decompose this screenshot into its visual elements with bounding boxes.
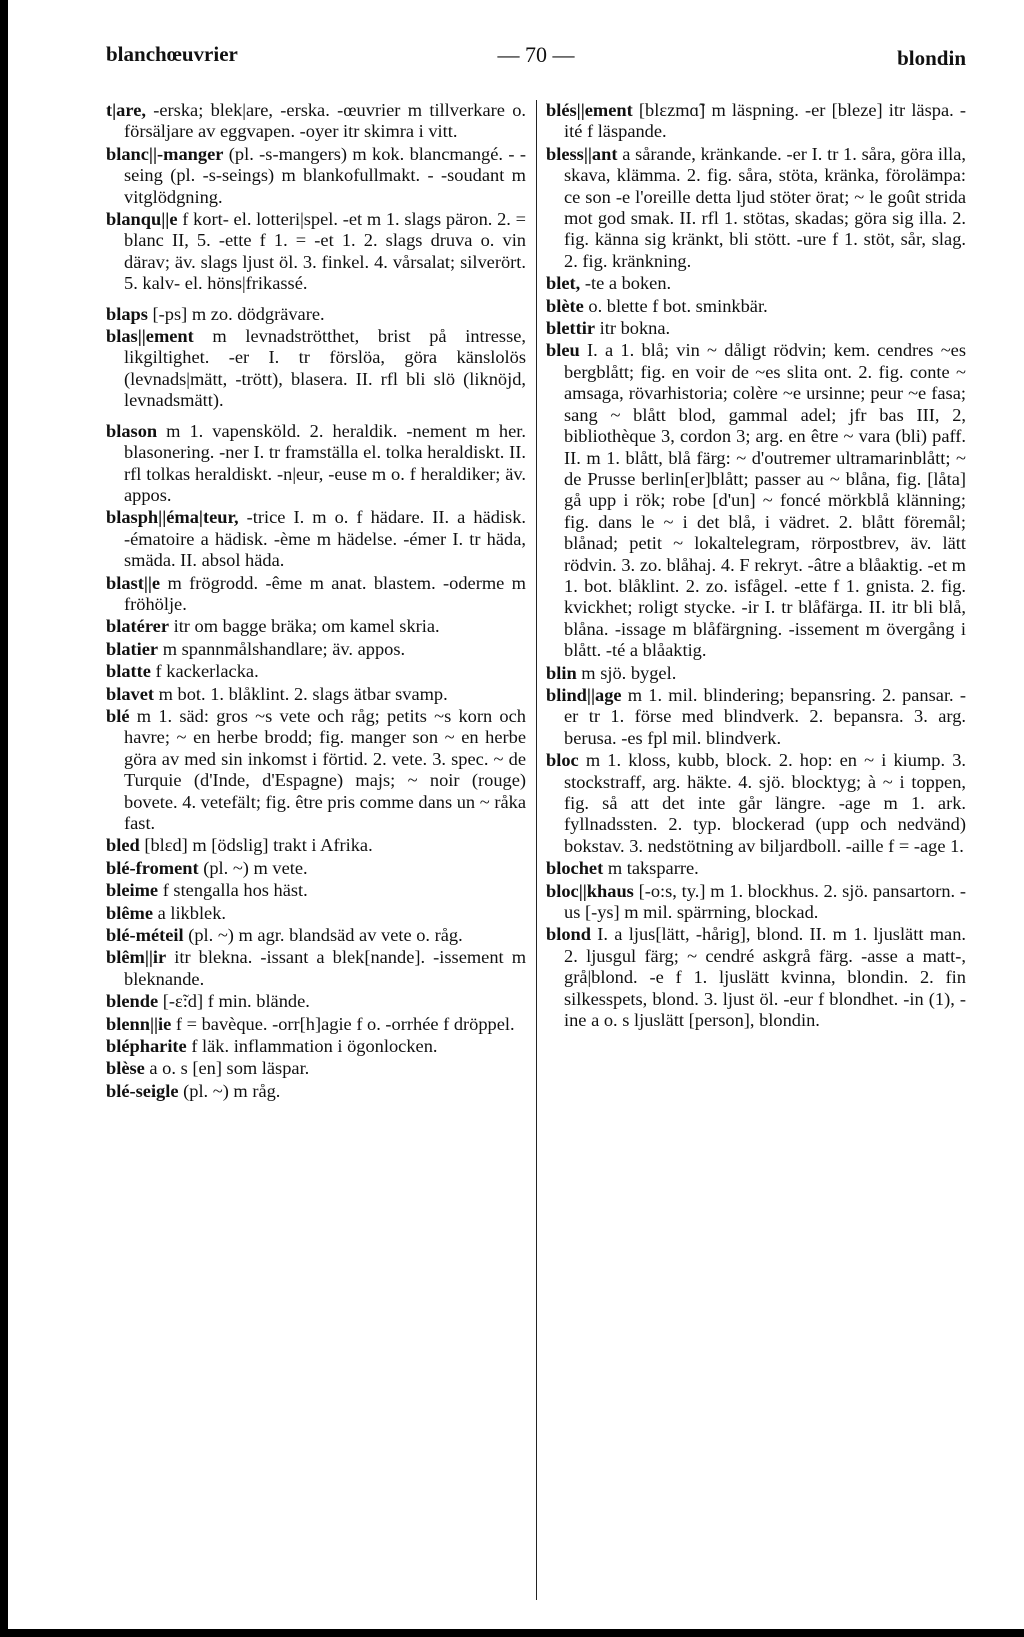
dictionary-entry bbox=[106, 421, 526, 507]
entry-definition: I. a ljus[lätt, -hårig], blond. II. m 1. ljuslätt man. 2. ljusgul färg; ~ cendré askgrå färg. -asse a matt-, grå|blond. -e f 1. ljuslätt kvinna, blondin. 2. fin silkesspets, blond. 3. ljust öl. -eur f blondhet. -in (1), -ine a o. s ljuslätt [person], blondin. bbox=[564, 924, 966, 1031]
entry-definition: m frögrodd. -ême m anat. blastem. -oderme m fröhölje. bbox=[124, 572, 526, 614]
entry-headword: blé-seigle bbox=[106, 1080, 179, 1101]
entry-headword: blé-méteil bbox=[106, 925, 184, 946]
entry-headword: blason bbox=[106, 420, 158, 441]
scan-edge-bottom bbox=[0, 1629, 1024, 1637]
dictionary-entry bbox=[546, 100, 966, 143]
entry-headword: blast||e bbox=[106, 572, 161, 593]
entry-definition: m 1. vapensköld. 2. heraldik. -nement m her. blasonering. -ner I. tr framställa el. tolka heraldiskt. II. rfl tolkas heraldiskt. -n|eur, -euse m o. f heraldiker; äv. appos. bbox=[124, 420, 526, 505]
dictionary-entry bbox=[106, 639, 526, 660]
dictionary-entry bbox=[546, 296, 966, 317]
header-first-word: blanchœuvrier bbox=[106, 42, 238, 66]
entry-headword: t|are, bbox=[106, 100, 146, 120]
dictionary-entry bbox=[106, 991, 526, 1012]
entry-definition: m bot. 1. blåklint. 2. slags ätbar svamp. bbox=[154, 683, 448, 704]
dictionary-entry bbox=[106, 100, 526, 143]
entry-headword: blés||ement bbox=[546, 100, 633, 120]
entry-definition: f stengalla hos häst. bbox=[158, 880, 308, 901]
entry-definition: [-o:s, ty.] m 1. blockhus. 2. sjö. pansartorn. -us [-ys] m mil. spärrning, blockad. bbox=[564, 880, 966, 923]
entry-definition: (pl. ~) m vete. bbox=[198, 857, 308, 878]
dictionary-entry bbox=[106, 616, 526, 637]
entry-definition: [blɛd] m [ödslig] trakt i Afrika. bbox=[139, 835, 373, 856]
page-header bbox=[106, 42, 966, 78]
entry-definition: I. a 1. blå; vin ~ dåligt rödvin; kem. cendres ~es bergblått; fig. en voir de ~es slita ont. 2. fig. conte ~ amsaga, rövarhistoria; colère ~e ursinne; peur ~e fasa; sang ~ blått blod, gammal adel; jfr bas III, 2, bibliothèque 3, cordon 3; arg. en être ~ vara (bli) paff. II. m 1. blått, blå färg: ~ d'outremer ultramarinblått; ~ de Prusse berlin[er]blått; passer au ~ blåna, fig. [låta] gå upp i rök; robe [d'un] ~ foncé mörkblå klänning; fig. dans le ~ i det blå, i vädret. 2. blått föremål; blånad; petit ~ lokaltelegram, rörpostbrev, äv. lätt rödvin. 3. zo. blåhaj. 4. F rekryt. -âtre a blåaktig. -et m 1. bot. blåklint. 2. zo. isfågel. -ette f 1. gnista. 2. fig. kvickhet; roligt stycke. -ir I. tr blåfärga. II. itr bli blå, blåna. -issage m blåfärgning. -issement m övergång i blått. -té a blåaktig. bbox=[564, 340, 966, 661]
dictionary-entry bbox=[106, 706, 526, 834]
entry-headword: blatte bbox=[106, 661, 151, 682]
left-column bbox=[106, 100, 526, 1103]
entry-headword: blatérer bbox=[106, 616, 169, 637]
entry-definition: [-ps] m zo. dödgrävare. bbox=[147, 303, 325, 324]
entry-definition: a o. s [en] som läspar. bbox=[144, 1058, 310, 1079]
entry-definition: itr bokna. bbox=[595, 318, 671, 339]
dictionary-entry bbox=[546, 881, 966, 924]
dictionary-entry bbox=[106, 507, 526, 571]
entry-headword: bless||ant bbox=[546, 143, 618, 164]
dictionary-entry bbox=[106, 1014, 526, 1035]
entry-headword: blochet bbox=[546, 858, 604, 879]
entry-definition: [-ɛ̃:d] f min. blände. bbox=[158, 991, 310, 1012]
entry-definition: [blɛzmɑ̃] m läspning. -er [bleze] itr läspa. -ité f läspande. bbox=[564, 100, 966, 142]
dictionary-entry bbox=[106, 1036, 526, 1057]
entry-headword: bled bbox=[106, 835, 140, 856]
dictionary-entry bbox=[546, 663, 966, 684]
entry-headword: blet, bbox=[546, 273, 581, 294]
entry-headword: blavet bbox=[106, 683, 155, 704]
entry-definition: m spannmålshandlare; äv. appos. bbox=[158, 638, 406, 659]
entry-headword: bleime bbox=[106, 880, 159, 901]
dictionary-entry bbox=[106, 947, 526, 990]
dictionary-entry bbox=[546, 924, 966, 1031]
entry-definition: f läk. inflammation i ögonlocken. bbox=[186, 1036, 438, 1057]
entry-definition: m sjö. bygel. bbox=[576, 662, 677, 683]
dictionary-entry bbox=[106, 835, 526, 856]
entry-definition: itr om bagge bräka; om kamel skria. bbox=[168, 616, 440, 637]
dictionary-entry bbox=[546, 340, 966, 661]
entry-definition: -erska; blek|are, -erska. -œuvrier m tillverkare o. försäljare av eggvapen. -oyer itr skimra i vitt. bbox=[124, 100, 526, 142]
entry-headword: blépharite bbox=[106, 1036, 187, 1057]
dictionary-entry bbox=[106, 858, 526, 879]
dictionary-entry bbox=[546, 144, 966, 272]
dictionary-entry bbox=[546, 858, 966, 879]
entry-definition: m taksparre. bbox=[603, 858, 699, 879]
entry-headword: bloc||khaus bbox=[546, 880, 634, 901]
dictionary-entry bbox=[106, 573, 526, 616]
dictionary-entry bbox=[106, 925, 526, 946]
entry-definition: -trice I. m o. f hädare. II. a hädisk. -ématoire a hädisk. -ème m hädelse. -émer I. tr häda, smäda. II. absol häda. bbox=[124, 507, 526, 571]
entry-definition: itr blekna. -issant a blek[nande]. -issement m bleknande. bbox=[124, 947, 526, 989]
entry-headword: blende bbox=[106, 991, 159, 1012]
entry-headword: blin bbox=[546, 662, 577, 683]
dictionary-entry bbox=[106, 1081, 526, 1102]
dictionary-entry bbox=[106, 304, 526, 325]
entry-definition: m 1. säd: gros ~s vete och råg; petits ~s korn och havre; ~ en herbe brodd; fig. manger son ~ en herbe göra av med sin inkomst i förtid. 2. vete. 3. spec. ~ de Turquie (d'Inde, d'Espagne) majs; ~ noir (rouge) bovete. 4. vetefält; fig. être pris comme dans un ~ råka fast. bbox=[124, 705, 526, 833]
entry-definition: f kort- el. lotteri|spel. -et m 1. slags päron. 2. = blanc II, 5. -ette f 1. = -et 1. 2. slags druva o. vin därav; äv. slags ljust öl. 3. finkel. 4. vårsalat; silverört. 5. kalv- el. höns|frikassé. bbox=[124, 209, 526, 294]
entry-headword: bleu bbox=[546, 340, 580, 361]
dictionary-entry bbox=[106, 880, 526, 901]
dictionary-entry bbox=[106, 326, 526, 412]
entry-headword: blasph||éma|teur, bbox=[106, 507, 239, 528]
entry-headword: blenn||ie bbox=[106, 1013, 172, 1034]
entry-definition: (pl. ~) m agr. blandsäd av vete o. råg. bbox=[183, 925, 463, 946]
entry-headword: blanc||-manger bbox=[106, 143, 224, 164]
entry-headword: blèse bbox=[106, 1058, 145, 1079]
entry-headword: blond bbox=[546, 924, 591, 945]
entry-definition: a sårande, kränkande. -er I. tr 1. såra, göra illa, skava, klämma. 2. fig. såra, stöta, kränka, förolämpa: ce son -e l'oreille detta ljud stöter örat; ~ le goût strida mot god smak. II. rfl 1. stötas, skadas; göra sig illa. 2. fig. känna sig kränkt, bli stött. -ure f 1. stöt, sår, slag. 2. fig. kränkning. bbox=[564, 143, 966, 271]
entry-definition: m levnadströtthet, brist på intresse, likgiltighet. -er I. tr förslöa, göra känslolös (levnads|mätt, -trött), blasera. II. rfl bli slö (liknöjd, levnadsmätt). bbox=[124, 326, 526, 411]
entry-definition: o. blette f bot. sminkbär. bbox=[583, 295, 768, 316]
entry-headword: blatier bbox=[106, 638, 159, 659]
entry-headword: blanqu||e bbox=[106, 209, 178, 230]
entry-headword: blêm||ir bbox=[106, 947, 167, 968]
entry-definition: m 1. mil. blindering; bepansring. 2. pansar. -er tr 1. förse med blindverk. 2. bepansra. 3. arg. berusa. -es fpl mil. blindverk. bbox=[564, 684, 966, 748]
header-last-word: blondin bbox=[897, 46, 966, 70]
dictionary-entry bbox=[106, 684, 526, 705]
page-number: — 70 — bbox=[497, 42, 575, 67]
entry-headword: blé-froment bbox=[106, 857, 199, 878]
dictionary-entry bbox=[546, 750, 966, 857]
entry-definition: (pl. -s-mangers) m kok. blancmangé. - -seing (pl. -s-seings) m blankofullmakt. - -soudant m vitglödgning. bbox=[124, 143, 526, 207]
entry-headword: blême bbox=[106, 902, 153, 923]
right-column bbox=[546, 100, 966, 1032]
dictionary-entry bbox=[106, 209, 526, 295]
entry-headword: blé bbox=[106, 705, 130, 726]
entry-definition: a likblek. bbox=[152, 902, 227, 923]
dictionary-entry bbox=[546, 273, 966, 294]
entry-headword: blas||ement bbox=[106, 326, 194, 347]
entry-definition: m 1. kloss, kubb, block. 2. hop: en ~ i kiump. 3. stockstraff, arg. häkte. 4. sjö. blocktyg; à ~ i toppen, fig. så att det inte går längre. -age m 1. ark. fyllnadssten. 2. typ. blockerad (upp och nedvänd) bokstav. 3. nedstötning av biljardboll. -aille f = -age 1. bbox=[564, 750, 966, 856]
dictionary-entry bbox=[546, 318, 966, 339]
entry-definition: f = bavèque. -orr[h]agie f o. -orrhée f dröppel. bbox=[171, 1013, 515, 1034]
dictionary-entry bbox=[106, 903, 526, 924]
entry-headword: blettir bbox=[546, 318, 596, 339]
dictionary-entry bbox=[546, 685, 966, 749]
entry-definition: -te a boken. bbox=[580, 273, 672, 294]
entry-headword: blète bbox=[546, 295, 584, 316]
entry-headword: bloc bbox=[546, 750, 579, 771]
entry-headword: blaps bbox=[106, 303, 148, 324]
dictionary-entry bbox=[106, 1058, 526, 1079]
entry-definition: (pl. ~) m råg. bbox=[178, 1080, 281, 1101]
entry-definition: f kackerlacka. bbox=[150, 661, 259, 682]
scan-edge-left bbox=[0, 0, 8, 1637]
dictionary-entry bbox=[106, 661, 526, 682]
dictionary-entry bbox=[106, 144, 526, 208]
entry-headword: blind||age bbox=[546, 684, 622, 705]
column-divider bbox=[536, 100, 537, 1600]
